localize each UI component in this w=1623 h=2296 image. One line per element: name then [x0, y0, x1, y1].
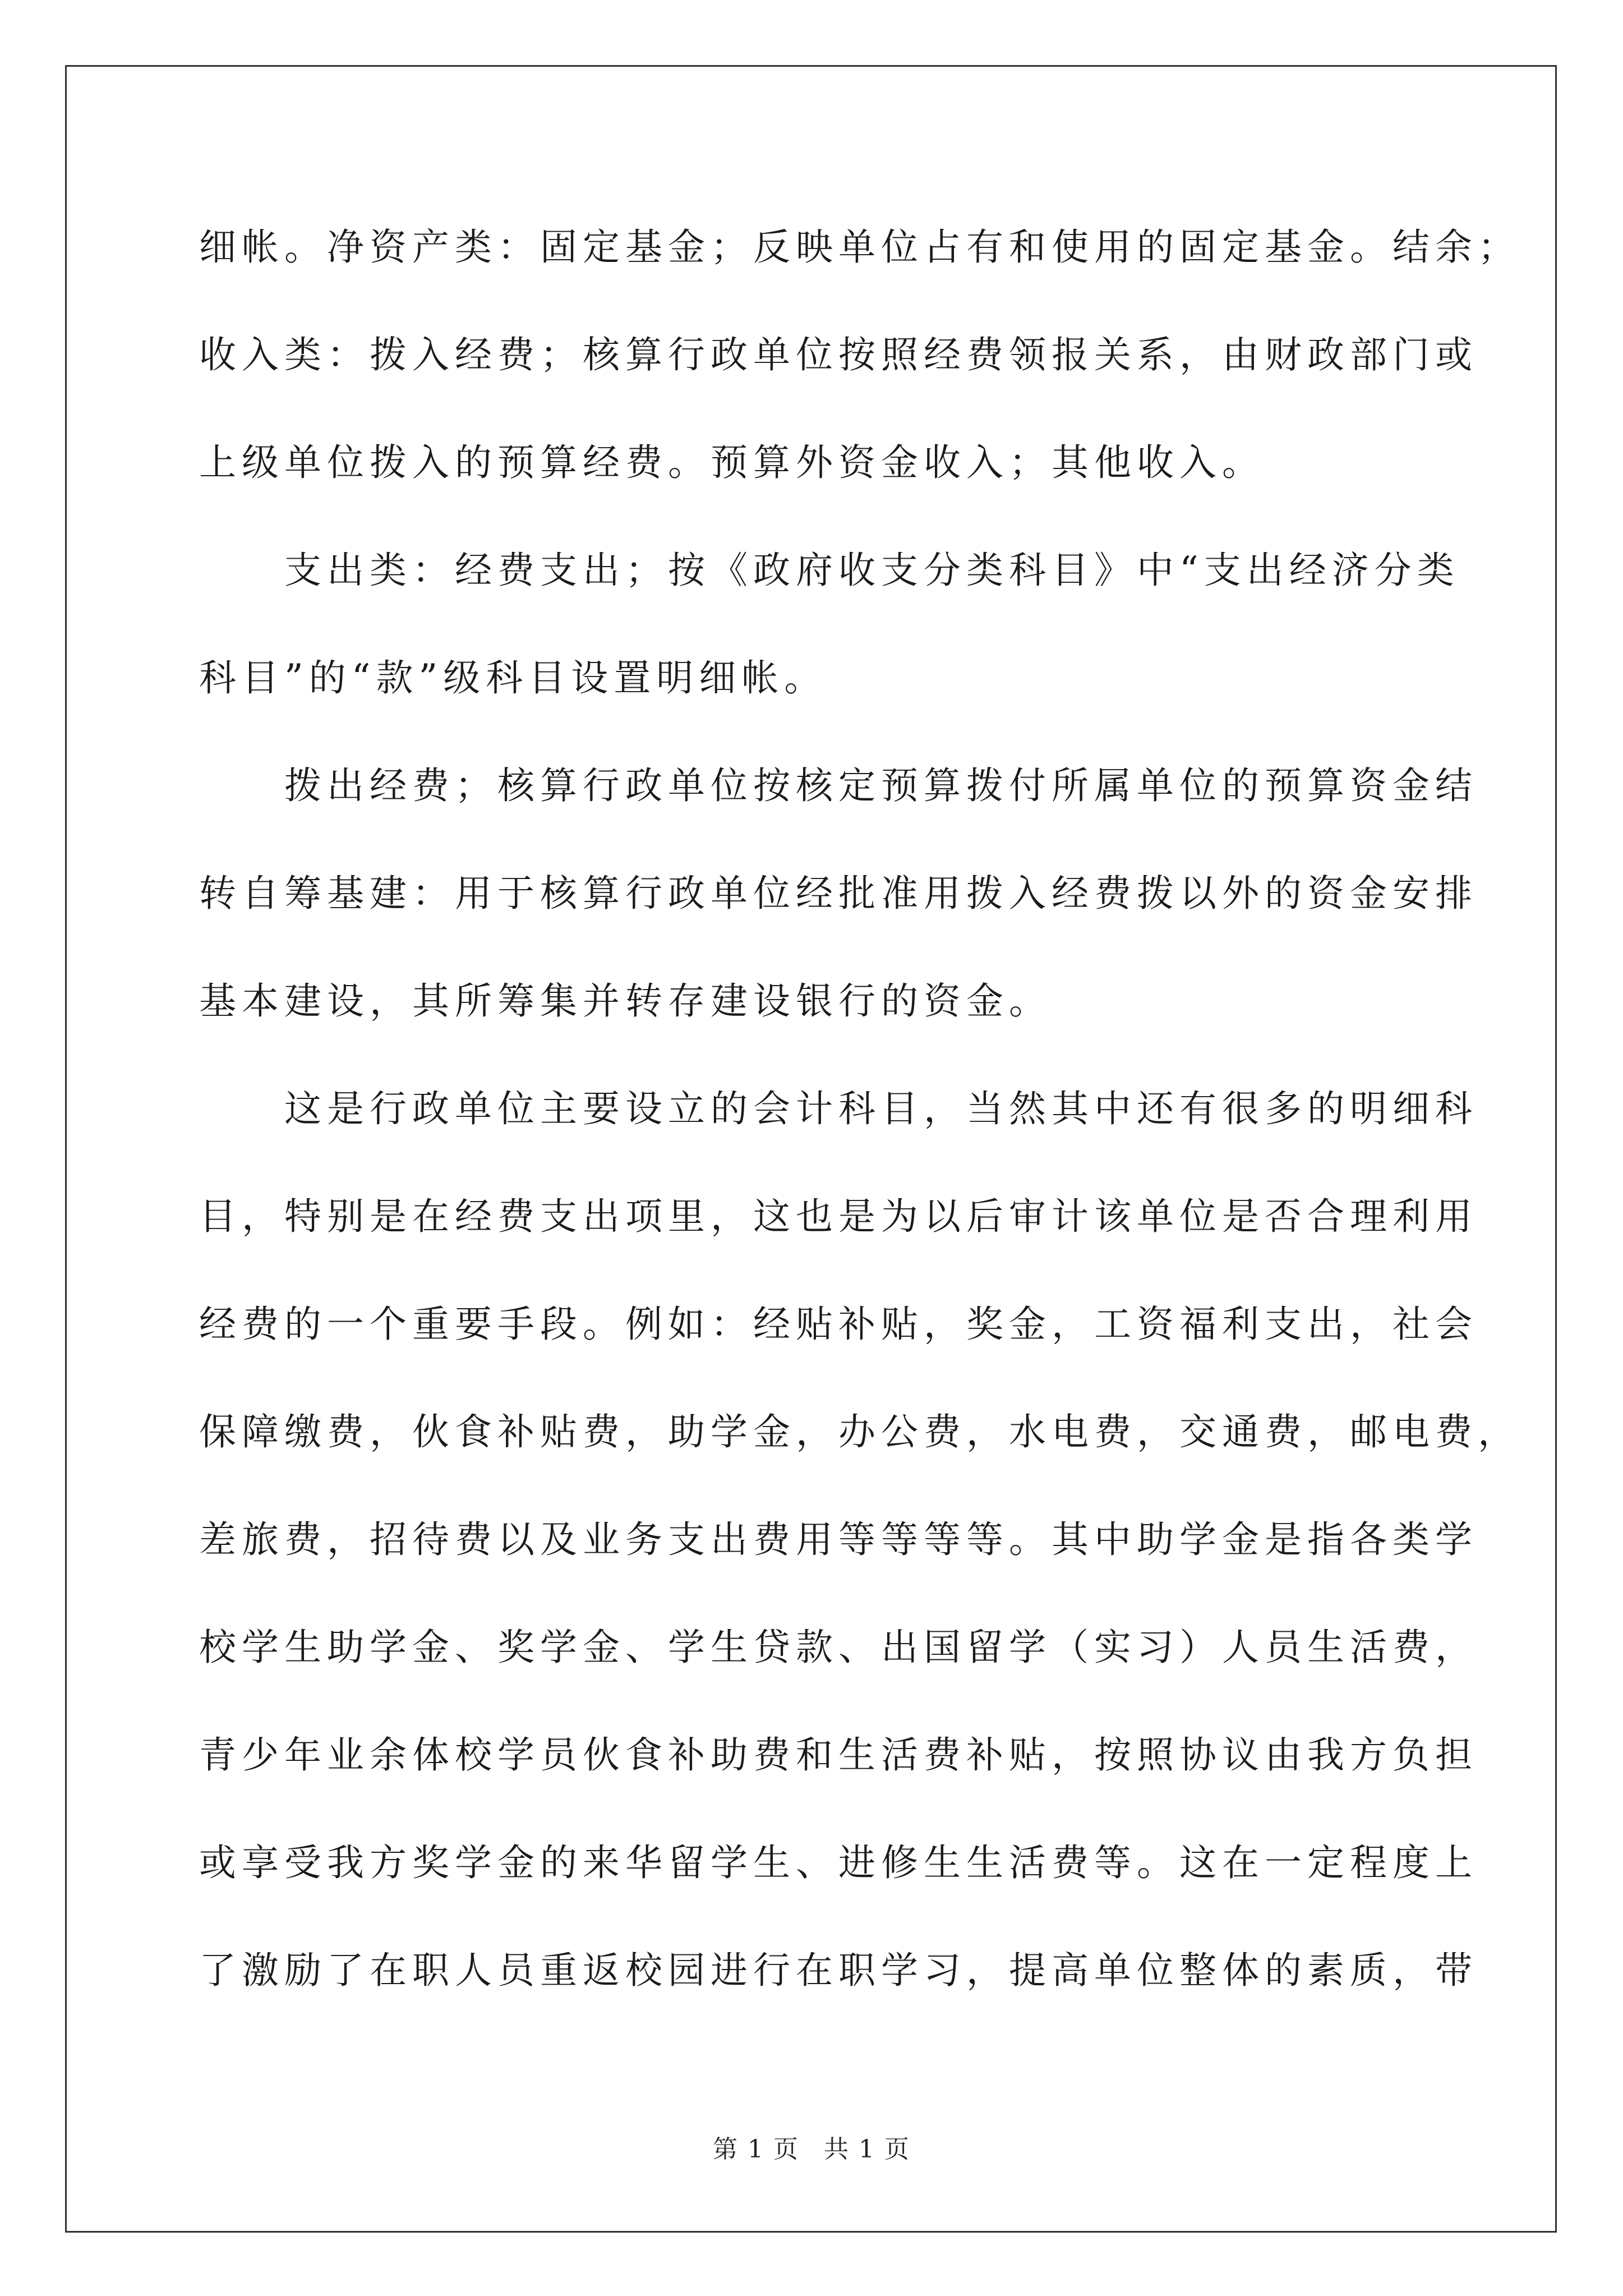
text-line: 了激励了在职人员重返校园进行在职学习，提高单位整体的素质，带: [199, 1949, 1478, 1992]
page-total: 共 1 页: [824, 2135, 910, 2164]
document-body: [199, 194, 1520, 2024]
text-line: 收入类：拨入经费；核算行政单位按照经费领报关系，由财政部门或: [199, 333, 1478, 376]
text-line: 上级单位拨入的预算经费。预算外资金收入；其他收入。: [199, 441, 1265, 484]
paragraph-start-line: 这是行政单位主要设立的会计科目，当然其中还有很多的明细科: [284, 1087, 1478, 1130]
text-line: 科目”的“款”级科目设置明细帐。: [199, 656, 827, 700]
text-line: 基本建设，其所筹集并转存建设银行的资金。: [199, 979, 1052, 1023]
text-line: 保障缴费，伙食补贴费，助学金，办公费，水电费，交通费，邮电费，: [199, 1410, 1520, 1453]
text-line: 经费的一个重要手段。例如：经贴补贴，奖金，工资福利支出，社会: [199, 1303, 1478, 1346]
text-line: 转自筹基建：用于核算行政单位经批准用拨入经费拨以外的资金安排: [199, 872, 1478, 915]
paragraph-start-line: 拨出经费；核算行政单位按核定预算拨付所属单位的预算资金结: [284, 764, 1478, 807]
text-line: 青少年业余体校学员伙食补助费和生活费补贴，按照协议由我方负担: [199, 1733, 1478, 1777]
text-line: 差旅费，招待费以及业务支出费用等等等等。其中助学金是指各类学: [199, 1518, 1478, 1561]
text-line: 目，特别是在经费支出项里，这也是为以后审计该单位是否合理利用: [199, 1195, 1478, 1238]
paragraph-start-line: 支出类：经费支出；按《政府收支分类科目》中“支出经济分类: [284, 549, 1460, 592]
page-number: 第 1 页: [713, 2135, 799, 2164]
text-line: 细帐。净资产类：固定基金；反映单位占有和使用的固定基金。结余；: [199, 226, 1520, 269]
page-footer: [0, 2129, 1623, 2165]
text-line: 或享受我方奖学金的来华留学生、进修生生活费等。这在一定程度上: [199, 1841, 1478, 1884]
text-line: 校学生助学金、奖学金、学生贷款、出国留学（实习）人员生活费，: [199, 1626, 1478, 1669]
